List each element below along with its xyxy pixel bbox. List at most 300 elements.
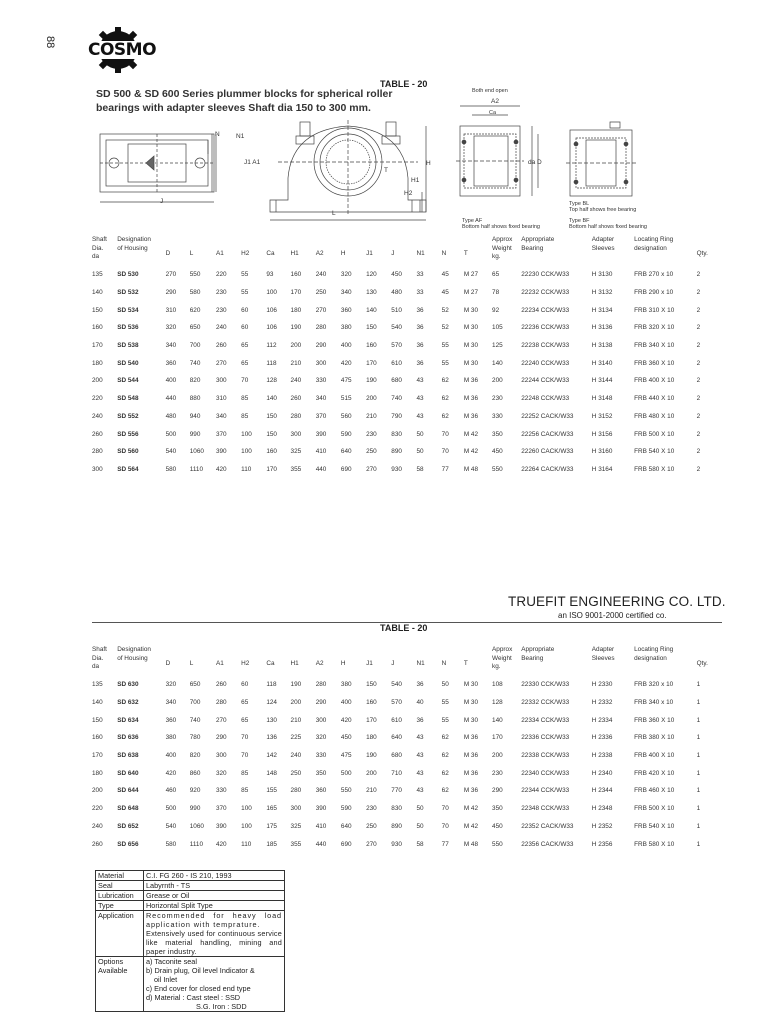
- table-cell: 680: [391, 377, 402, 385]
- table-cell: 108: [492, 681, 503, 689]
- table-cell: M 27: [463, 289, 479, 297]
- header-t: T: [463, 660, 468, 667]
- table-cell: 200: [492, 752, 503, 760]
- table-cell: 370: [215, 430, 227, 438]
- label-ca: Ca: [489, 110, 497, 116]
- table-cell: 190: [290, 681, 302, 689]
- table-cell: 475: [340, 752, 352, 760]
- table-cell: FRB 420 X 10: [634, 769, 675, 777]
- table-cell: H 3164: [591, 465, 613, 473]
- table-cell: 420: [215, 465, 227, 473]
- table-cell: 560: [340, 412, 352, 420]
- table-cell: 260: [92, 840, 103, 848]
- header-qty: Qty.: [696, 250, 708, 257]
- label-n1: N1: [236, 133, 245, 140]
- table-cell: 390: [215, 448, 227, 456]
- table-cell: 440: [165, 395, 177, 403]
- table-cell: 990: [189, 430, 201, 438]
- table-cell: 22330 CCK/W33: [521, 681, 570, 689]
- table-cell: 330: [215, 787, 227, 795]
- table-cell: 690: [340, 840, 352, 848]
- table-cell: 128: [492, 699, 503, 707]
- table-row: [92, 319, 722, 337]
- table-cell: FRB 500 X 10: [634, 805, 675, 813]
- table-cell: 220: [215, 271, 227, 279]
- table-cell: FRB 400 X 10: [634, 377, 675, 385]
- table-cell: 270: [165, 271, 177, 279]
- label-h1: H1: [411, 177, 420, 184]
- table-cell: FRB 310 X 10: [634, 306, 675, 314]
- cell-designation: SD 652: [117, 822, 139, 830]
- table-cell: 124: [266, 699, 277, 707]
- table-cell: 650: [189, 681, 201, 689]
- table-cell: 160: [92, 734, 103, 742]
- table-cell: H 3132: [591, 289, 613, 297]
- table-cell: FRB 540 X 10: [634, 822, 675, 830]
- cell-designation: SD 640: [117, 769, 139, 777]
- table-cell: 55: [241, 271, 249, 279]
- table-cell: 33: [416, 271, 424, 279]
- cosmo-logo: [86, 24, 157, 74]
- table-cell: 62: [441, 787, 449, 795]
- table-2-header: [92, 646, 722, 676]
- table-cell: 58: [416, 465, 424, 473]
- table-row: [92, 835, 722, 853]
- label-type-bf-note: Bottom half shows fixed bearing: [569, 224, 647, 230]
- table-cell: H 2338: [591, 752, 613, 760]
- table-cell: 240: [290, 752, 302, 760]
- table-cell: FRB 290 x 10: [634, 289, 674, 297]
- table-cell: 1: [696, 716, 701, 724]
- table-cell: 118: [266, 681, 277, 689]
- table-cell: M 42: [463, 430, 479, 438]
- header-n1: N1: [416, 250, 425, 257]
- table-cell: 400: [165, 377, 177, 385]
- header-j1: J1: [366, 660, 373, 667]
- table-cell: 740: [189, 716, 201, 724]
- table-row: [92, 800, 722, 818]
- table-cell: 210: [366, 787, 377, 795]
- table-cell: 250: [366, 448, 377, 456]
- table-cell: 160: [266, 448, 277, 456]
- table-cell: 480: [391, 289, 402, 297]
- table-cell: M 36: [463, 734, 479, 742]
- table-cell: M 36: [463, 787, 479, 795]
- table-cell: 36: [416, 306, 424, 314]
- table-cell: 136: [266, 734, 277, 742]
- table-cell: 580: [165, 840, 177, 848]
- table-cell: 70: [241, 734, 249, 742]
- cell-designation: SD 532: [117, 289, 139, 297]
- table-cell: FRB 340 x 10: [634, 699, 674, 707]
- table-cell: 43: [416, 734, 424, 742]
- table-cell: 85: [241, 787, 249, 795]
- header-t: T: [463, 250, 468, 257]
- table-cell: 92: [492, 306, 500, 314]
- table-cell: 77: [441, 465, 449, 473]
- company-tagline: an ISO 9001-2000 certified co.: [558, 611, 667, 620]
- table-row: [92, 372, 722, 390]
- table-cell: 690: [340, 465, 352, 473]
- table-row: [92, 694, 722, 712]
- table-cell: 480: [165, 412, 177, 420]
- table-cell: 200: [366, 395, 377, 403]
- table-cell: 590: [340, 430, 352, 438]
- spec-seal-value: Labyrnth - TS: [144, 881, 285, 891]
- spec-option: b) Drain plug, Oil level Indicator &: [146, 966, 255, 975]
- table-cell: 22238 CCK/W33: [521, 342, 570, 350]
- table-cell: M 36: [463, 377, 479, 385]
- table-cell: 355: [290, 840, 302, 848]
- spec-row-seal: [96, 881, 285, 891]
- table-cell: H 2334: [591, 716, 613, 724]
- table-cell: 930: [391, 465, 402, 473]
- table-cell: 55: [441, 342, 449, 350]
- table-cell: 60: [241, 681, 249, 689]
- table-row: [92, 782, 722, 800]
- table-cell: 320: [165, 681, 177, 689]
- header-n: N: [441, 660, 447, 667]
- table-cell: 230: [215, 289, 227, 297]
- header-d: D: [165, 660, 171, 667]
- table-cell: 22234 CCK/W33: [521, 306, 570, 314]
- table-cell: 340: [215, 412, 227, 420]
- table-cell: 290: [215, 734, 227, 742]
- table-cell: 260: [92, 430, 103, 438]
- table-cell: 55: [441, 716, 449, 724]
- table-1-title: TABLE - 20: [380, 79, 428, 89]
- table-cell: 270: [366, 840, 377, 848]
- table-cell: 43: [416, 377, 424, 385]
- table-cell: H 3130: [591, 271, 613, 279]
- table-cell: 70: [441, 805, 449, 813]
- header-h: H: [340, 250, 346, 257]
- table-cell: 45: [441, 271, 449, 279]
- spec-material-value: C.I. FG 260 - IS 210, 1993: [144, 871, 285, 881]
- table-cell: 22356 CACK/W33: [521, 840, 574, 848]
- table-cell: 270: [215, 359, 227, 367]
- header-n: N: [441, 250, 447, 257]
- table-cell: 515: [340, 395, 352, 403]
- table-cell: M 30: [463, 324, 479, 332]
- table-cell: 180: [290, 306, 302, 314]
- table-cell: 118: [266, 359, 277, 367]
- table-cell: 1: [696, 822, 701, 830]
- header-n1: N1: [416, 660, 425, 667]
- label-type-af-note: Bottom half shows fixed bearing: [462, 224, 540, 230]
- table-cell: 22252 CACK/W33: [521, 412, 574, 420]
- table-cell: 106: [266, 324, 277, 332]
- table-cell: 110: [241, 465, 252, 473]
- table-cell: 700: [189, 342, 201, 350]
- table-cell: 77: [441, 840, 449, 848]
- table-cell: 780: [189, 734, 201, 742]
- table-cell: 52: [441, 306, 449, 314]
- table-cell: 22236 CCK/W33: [521, 324, 570, 332]
- header-a2: A2: [315, 250, 324, 257]
- table-cell: 200: [366, 769, 377, 777]
- table-cell: 360: [165, 359, 177, 367]
- table-cell: 22248 CCK/W33: [521, 395, 570, 403]
- spec-application-label: Application: [96, 911, 144, 957]
- table-cell: 610: [391, 359, 402, 367]
- table-row: [92, 747, 722, 765]
- table-cell: 1: [696, 681, 701, 689]
- table-cell: 110: [241, 840, 252, 848]
- cell-designation: SD 560: [117, 448, 139, 456]
- table-cell: 2: [696, 359, 701, 367]
- table-cell: H 3156: [591, 430, 613, 438]
- table-cell: 250: [366, 822, 377, 830]
- table-row: [92, 354, 722, 372]
- label-da-d: da D: [528, 159, 542, 166]
- company-name: TRUEFIT ENGINEERING CO. LTD.: [508, 594, 726, 609]
- table-row: [92, 266, 722, 284]
- table-cell: 62: [441, 395, 449, 403]
- table-cell: 320: [315, 734, 327, 742]
- table-cell: H 2336: [591, 734, 613, 742]
- table-cell: 350: [492, 805, 503, 813]
- table-cell: 65: [492, 271, 500, 279]
- table-cell: 340: [165, 342, 177, 350]
- header-a1: A1: [215, 250, 224, 257]
- table-cell: 70: [441, 822, 449, 830]
- table-cell: 330: [315, 377, 327, 385]
- table-cell: 170: [266, 465, 277, 473]
- table-row: [92, 390, 722, 408]
- table-cell: FRB 460 X 10: [634, 787, 675, 795]
- table-cell: 400: [165, 752, 177, 760]
- table-cell: 500: [340, 769, 352, 777]
- table-cell: 1110: [189, 840, 204, 848]
- table-cell: 160: [290, 271, 302, 279]
- spec-type-value: Horizontal Split Type: [144, 901, 285, 911]
- table-cell: H 3140: [591, 359, 613, 367]
- table-cell: 43: [416, 395, 424, 403]
- table-cell: 540: [165, 448, 177, 456]
- spec-option: oil Inlet: [154, 975, 178, 984]
- header-h2: H2: [241, 660, 250, 667]
- table-cell: FRB 440 X 10: [634, 395, 675, 403]
- table-cell: 140: [266, 395, 277, 403]
- spec-application-text-1: Recommended for heavy load application with temprature.: [146, 911, 282, 929]
- table-cell: 880: [189, 395, 201, 403]
- table-cell: 640: [391, 734, 402, 742]
- header-ca: Ca: [266, 660, 275, 667]
- table-cell: 1: [696, 769, 701, 777]
- table-cell: 160: [366, 699, 377, 707]
- table-cell: 2: [696, 430, 701, 438]
- spec-option: c) End cover for closed end type: [146, 984, 251, 993]
- header-sleeve: Adapter Sleeves: [591, 646, 615, 662]
- table-cell: 280: [290, 787, 302, 795]
- table-cell: 65: [241, 342, 249, 350]
- table-cell: 150: [366, 324, 377, 332]
- table-cell: 440: [315, 840, 327, 848]
- table-row: [92, 425, 722, 443]
- table-cell: 1: [696, 805, 701, 813]
- header-shaft: Shaft Dia. da: [92, 236, 107, 260]
- cell-designation: SD 538: [117, 342, 139, 350]
- table-cell: 22332 CCK/W33: [521, 699, 570, 707]
- table-cell: 230: [492, 395, 503, 403]
- table-1-header: [92, 236, 722, 266]
- table-cell: M 36: [463, 752, 479, 760]
- logo-text: COSMO: [88, 40, 157, 60]
- table-cell: H 2332: [591, 699, 613, 707]
- table-cell: 410: [315, 448, 327, 456]
- table-cell: M 36: [463, 412, 479, 420]
- specification-box: [95, 870, 285, 1012]
- header-bearing: Appropriate Bearing: [521, 236, 555, 252]
- table-cell: 135: [92, 271, 103, 279]
- label-both-end-open: Both end open: [472, 88, 508, 94]
- table-cell: 290: [315, 699, 327, 707]
- table-cell: 43: [416, 412, 424, 420]
- cell-designation: SD 536: [117, 324, 139, 332]
- table-cell: 22338 CCK/W33: [521, 752, 570, 760]
- table-cell: 62: [441, 377, 449, 385]
- table-cell: 170: [92, 342, 103, 350]
- table-cell: 340: [340, 289, 352, 297]
- table-cell: 350: [492, 430, 503, 438]
- table-cell: 170: [92, 752, 103, 760]
- table-cell: 62: [441, 734, 449, 742]
- cell-designation: SD 564: [117, 465, 139, 473]
- table-cell: 180: [92, 769, 103, 777]
- cell-designation: SD 534: [117, 306, 139, 314]
- header-ring: Locating Ring designation: [634, 646, 674, 662]
- table-cell: 70: [441, 430, 449, 438]
- table-cell: 280: [315, 681, 327, 689]
- table-row: [92, 408, 722, 426]
- table-cell: 420: [215, 840, 227, 848]
- cell-designation: SD 634: [117, 716, 139, 724]
- label-j1-a1: J1 A1: [244, 159, 261, 166]
- header-sleeve: Adapter Sleeves: [591, 236, 615, 252]
- header-qty: Qty.: [696, 660, 708, 667]
- table-cell: FRB 320 X 10: [634, 324, 675, 332]
- table-cell: 2: [696, 395, 701, 403]
- table-cell: 450: [492, 822, 503, 830]
- table-cell: 230: [492, 769, 503, 777]
- table-cell: 590: [340, 805, 352, 813]
- page-number: 88: [44, 36, 56, 49]
- table-cell: FRB 340 X 10: [634, 342, 675, 350]
- table-cell: M 30: [463, 306, 479, 314]
- table-cell: M 42: [463, 822, 479, 830]
- label-type-bl: Type BL: [569, 201, 590, 207]
- table-cell: 85: [241, 769, 249, 777]
- table-cell: 2: [696, 271, 701, 279]
- table-cell: 1110: [189, 465, 204, 473]
- table-cell: 190: [366, 377, 377, 385]
- table-cell: 22230 CCK/W33: [521, 271, 570, 279]
- table-cell: 330: [315, 752, 327, 760]
- table-cell: 210: [366, 412, 377, 420]
- table-cell: 22344 CCK/W33: [521, 787, 570, 795]
- table-cell: 135: [92, 681, 103, 689]
- table-cell: 148: [266, 769, 277, 777]
- table-cell: 2: [696, 465, 701, 473]
- table-cell: 50: [416, 448, 424, 456]
- table-cell: 250: [290, 769, 302, 777]
- table-cell: 400: [340, 699, 352, 707]
- table-cell: 570: [391, 699, 402, 707]
- table-cell: 170: [492, 734, 503, 742]
- table-cell: 420: [165, 769, 177, 777]
- table-cell: 270: [215, 716, 227, 724]
- spec-option: d) Material : Cast steel : SSD: [146, 993, 241, 1002]
- table-cell: 2: [696, 306, 701, 314]
- table-cell: 680: [391, 752, 402, 760]
- table-cell: 420: [340, 359, 352, 367]
- table-cell: 230: [366, 805, 377, 813]
- table-cell: 230: [215, 306, 227, 314]
- table-cell: 270: [366, 465, 377, 473]
- table-cell: FRB 360 X 10: [634, 716, 675, 724]
- table-cell: 70: [241, 752, 249, 760]
- table-cell: 240: [92, 822, 103, 830]
- table-cell: 2: [696, 377, 701, 385]
- table-cell: M 30: [463, 681, 479, 689]
- table-cell: 740: [189, 359, 201, 367]
- cell-designation: SD 544: [117, 377, 139, 385]
- table-cell: 1: [696, 734, 701, 742]
- table-cell: 36: [416, 681, 424, 689]
- header-ring: Locating Ring designation: [634, 236, 674, 252]
- table-row: [92, 443, 722, 461]
- table-cell: FRB 540 X 10: [634, 448, 675, 456]
- table-cell: 930: [391, 840, 402, 848]
- table-cell: 380: [165, 734, 177, 742]
- label-type-af: Type AF: [462, 218, 483, 224]
- table-cell: 22240 CCK/W33: [521, 359, 570, 367]
- table-cell: 830: [391, 805, 402, 813]
- label-j: J: [160, 198, 164, 205]
- table-cell: 170: [366, 716, 377, 724]
- table-cell: FRB 500 X 10: [634, 430, 675, 438]
- table-row: [92, 284, 722, 302]
- table-cell: 330: [492, 412, 503, 420]
- table-cell: 280: [215, 699, 227, 707]
- table-cell: 140: [92, 699, 103, 707]
- header-h1: H1: [290, 660, 299, 667]
- table-cell: 70: [441, 448, 449, 456]
- header-bearing: Appropriate Bearing: [521, 646, 555, 662]
- table-cell: 1060: [189, 448, 204, 456]
- table-cell: 270: [315, 306, 327, 314]
- header-weight: Approx Weight kg.: [492, 236, 513, 260]
- table-2: [92, 646, 722, 853]
- table-cell: 43: [416, 787, 424, 795]
- table-cell: 170: [366, 359, 377, 367]
- table-cell: 580: [189, 289, 201, 297]
- table-cell: 130: [266, 716, 277, 724]
- table-cell: 36: [416, 324, 424, 332]
- table-cell: 140: [92, 289, 103, 297]
- table-cell: 290: [492, 787, 503, 795]
- table-cell: 65: [241, 716, 249, 724]
- table-cell: 50: [441, 681, 449, 689]
- table-row: [92, 729, 722, 747]
- table-cell: 890: [391, 448, 402, 456]
- table-cell: 540: [165, 822, 177, 830]
- table-cell: 320: [165, 324, 177, 332]
- table-cell: FRB 360 X 10: [634, 359, 675, 367]
- table-cell: 210: [290, 716, 302, 724]
- table-cell: FRB 320 x 10: [634, 681, 674, 689]
